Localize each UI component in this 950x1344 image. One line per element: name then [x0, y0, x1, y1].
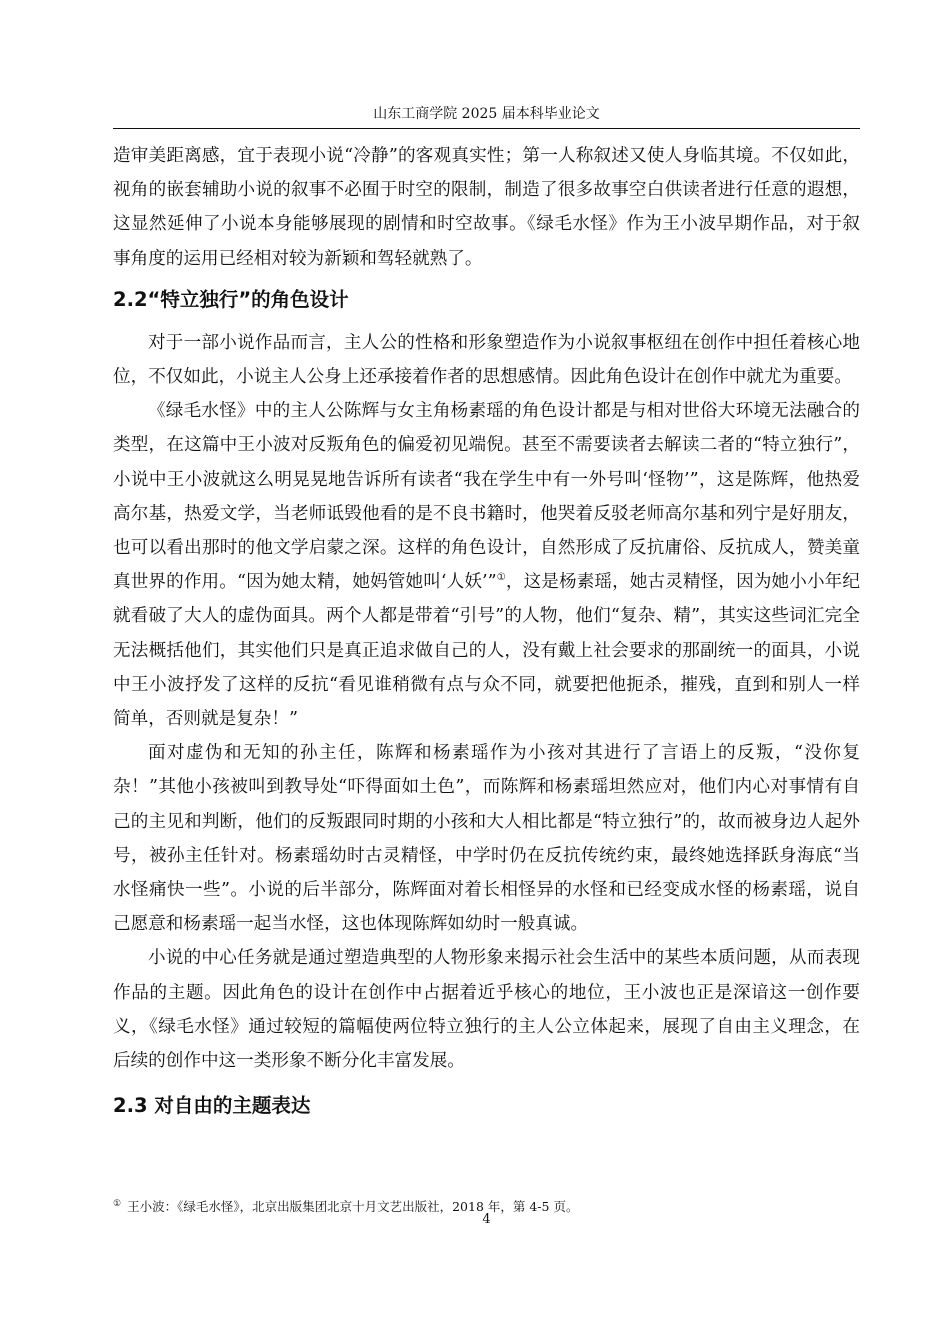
paragraph: 对于一部小说作品而言，主人公的性格和形象塑造作为小说叙事枢纽在创作中担任着核心地位，不仅如此，小说主人公身上还承接着作者的思想感情。因此角色设计在创作中就尤为重要。	[113, 332, 860, 388]
footnote-text: 王小波：《绿毛水怪》，北京出版集团北京十月文艺出版社，2018 年，第 4-5 页。	[127, 1199, 579, 1215]
section-heading-2-2: 2.2“特立独行”的角色设计	[113, 287, 349, 311]
footnote-reference[interactable]: ①	[496, 572, 506, 584]
header-rule	[113, 128, 860, 129]
page-number: 4	[482, 1212, 491, 1227]
footnote-marker: ①	[113, 1199, 122, 1209]
paragraph: 面对虚伪和无知的孙主任，陈辉和杨素瑶作为小孩对其进行了言语上的反叛，“没你复杂！”其他小孩被叫到教导处“吓得面如土色”，而陈辉和杨素瑶坦然应对，他们内心对事情有自己的主见和判断，他们的反叛跟同时期的小孩和大人相比都是“特立独行”的，故而被身边人起外号，被孙主任针对。杨素瑶幼时古灵精怪，中学时仍在反抗传统约束，最终她选择跃身海底“当水怪痛快一些”。小说的后半部分，陈辉面对着长相怪异的水怪和已经变成水怪的杨素瑶，说自己愿意和杨素瑶一起当水怪，这也体现陈辉如幼时一般真诚。	[113, 743, 860, 935]
paragraph-text: ，这是杨素瑶，她古灵精怪，因为她小小年纪就看破了大人的虚伪面具。两个人都是带着“引号”的人物，他们“复杂、精”，其实这些词汇完全无法概括他们，其实他们只是真正追求做自己的人，没有戴上社会要求的那副统一的面具，小说中王小波抒发了这样的反抗“看见谁稍微有点与众不同，就要把他扼杀，摧残，直到和别人一样简单，否则就是复杂！”	[113, 572, 860, 730]
paragraph-with-footnote	[113, 394, 860, 736]
paragraph-continuation: 造审美距离感，宜于表现小说“冷静”的客观真实性；第一人称叙述又使人身临其境。不仅如此，视角的嵌套辅助小说的叙事不必囿于时空的限制，制造了很多故事空白供读者进行任意的遐想，这显然延伸了小说本身能够展现的剧情和时空故事。《绿毛水怪》作为王小波早期作品，对于叙事角度的运用已经相对较为新颖和驾轻就熟了。	[113, 146, 860, 269]
section-heading-2-3: 2.3 对自由的主题表达	[113, 1094, 311, 1118]
paragraph-text: 《绿毛水怪》中的主人公陈辉与女主角杨素瑶的角色设计都是与相对世俗大环境无法融合的类型，在这篇中王小波对反叛角色的偏爱初见端倪。甚至不需要读者去解读二者的“特立独行”，小说中王小波就这么明晃晃地告诉所有读者“我在学生中有一外号叫‘怪物’”，这是陈辉，他热爱高尔基，热爱文学，当老师诋毁他看的是不良书籍时，他哭着反驳老师高尔基和列宁是好朋友，也可以看出那时的他文学启蒙之深。这样的角色设计，自然形成了反抗庸俗、反抗成人，赞美童真世界的作用。“因为她太精，她妈管她叫‘人妖’”	[113, 401, 860, 593]
body-content	[113, 139, 860, 1132]
running-header: 山东工商学院 2025 届本科毕业论文	[373, 106, 600, 122]
paragraph: 小说的中心任务就是通过塑造典型的人物形象来揭示社会生活中的某些本质问题，从而表现作品的主题。因此角色的设计在创作中占据着近乎核心的地位，王小波也正是深谙这一创作要义，《绿毛水怪》通过较短的篇幅使两位特立独行的主人公立体起来，展现了自由主义理念，在后续的创作中这一类形象不断分化丰富发展。	[113, 948, 860, 1072]
